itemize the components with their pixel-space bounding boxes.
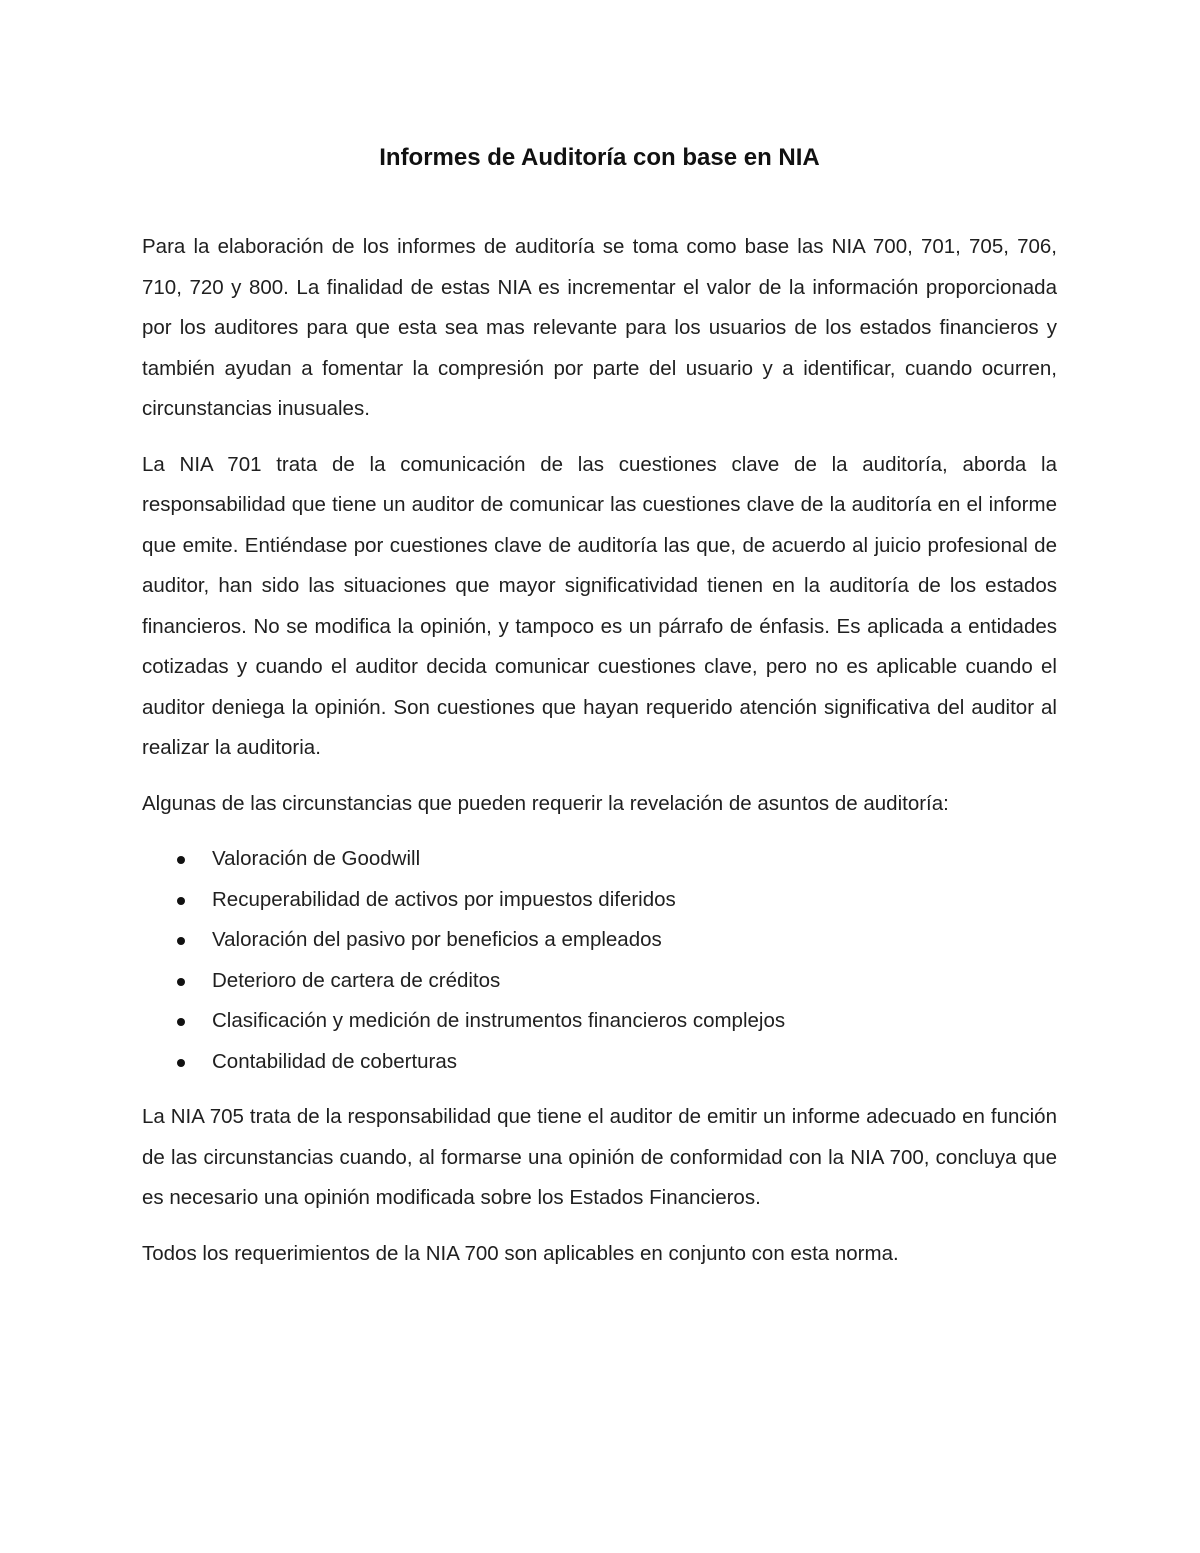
list-item	[142, 1042, 1057, 1083]
bullet-icon	[177, 897, 185, 905]
list-item-text: Contabilidad de coberturas	[212, 1049, 458, 1073]
list-item	[142, 839, 1057, 880]
bullet-icon	[177, 856, 185, 864]
paragraph-nia-705: La NIA 705 trata de la responsabilidad que tiene el auditor de emitir un informe adecuado en función de las circunstancias cuando, al formarse una opinión de conformidad con la NIA 700, concluya que es necesario una opinión modificada sobre los Estados Financieros.	[142, 1105, 1057, 1209]
document-title: Informes de Auditoría con base en NIA	[379, 144, 820, 171]
document-body	[142, 141, 1057, 1289]
list-item	[142, 880, 1057, 921]
paragraph-nia-701: La NIA 701 trata de la comunicación de las cuestiones clave de la auditoría, aborda la responsabilidad que tiene un auditor de comunicar las cuestiones clave de la auditoría en el informe que emite. Entiéndase por cuestiones clave de auditoría las que, de acuerdo al juicio profesional de auditor, han sido las situaciones que mayor significatividad tienen en la auditoría de los estados financieros. No se modifica la opinión, y tampoco es un párrafo de énfasis. Es aplicada a entidades cotizadas y cuando el auditor decida comunicar cuestiones clave, pero no es aplicable cuando el auditor deniega la opinión. Son cuestiones que hayan requerido atención significativa del auditor al realizar la auditoria.	[142, 452, 1057, 759]
paragraph-intro: Para la elaboración de los informes de auditoría se toma como base las NIA 700, 701, 705, 706, 710, 720 y 800. La finalidad de estas NIA es incrementar el valor de la información proporcionada por los auditores para que esta sea mas relevante para los usuarios de los estados financieros y también ayudan a fomentar la compresión por parte del usuario y a identificar, cuando ocurren, circunstancias inusuales.	[142, 235, 1057, 420]
list-item-text: Clasificación y medición de instrumentos financieros complejos	[212, 1009, 786, 1032]
list-item-text: Deterioro de cartera de créditos	[212, 968, 501, 992]
paragraph-closing: Todos los requerimientos de la NIA 700 son aplicables en conjunto con esta norma.	[142, 1241, 899, 1265]
list-item	[142, 920, 1057, 961]
paragraph-circumstances: Algunas de las circunstancias que pueden requerir la revelación de asuntos de auditoría:	[142, 791, 949, 815]
bullet-icon	[177, 937, 185, 945]
list-item-text: Valoración de Goodwill	[212, 847, 421, 870]
list-item-text: Valoración del pasivo por beneficios a empleados	[212, 928, 662, 951]
bullet-icon	[177, 1018, 185, 1026]
list-item	[142, 1001, 1057, 1042]
list-item	[142, 961, 1057, 1002]
list-item-text: Recuperabilidad de activos por impuestos diferidos	[212, 887, 676, 911]
circumstances-list	[142, 839, 1057, 1082]
bullet-icon	[177, 1059, 185, 1067]
bullet-icon	[177, 978, 185, 986]
